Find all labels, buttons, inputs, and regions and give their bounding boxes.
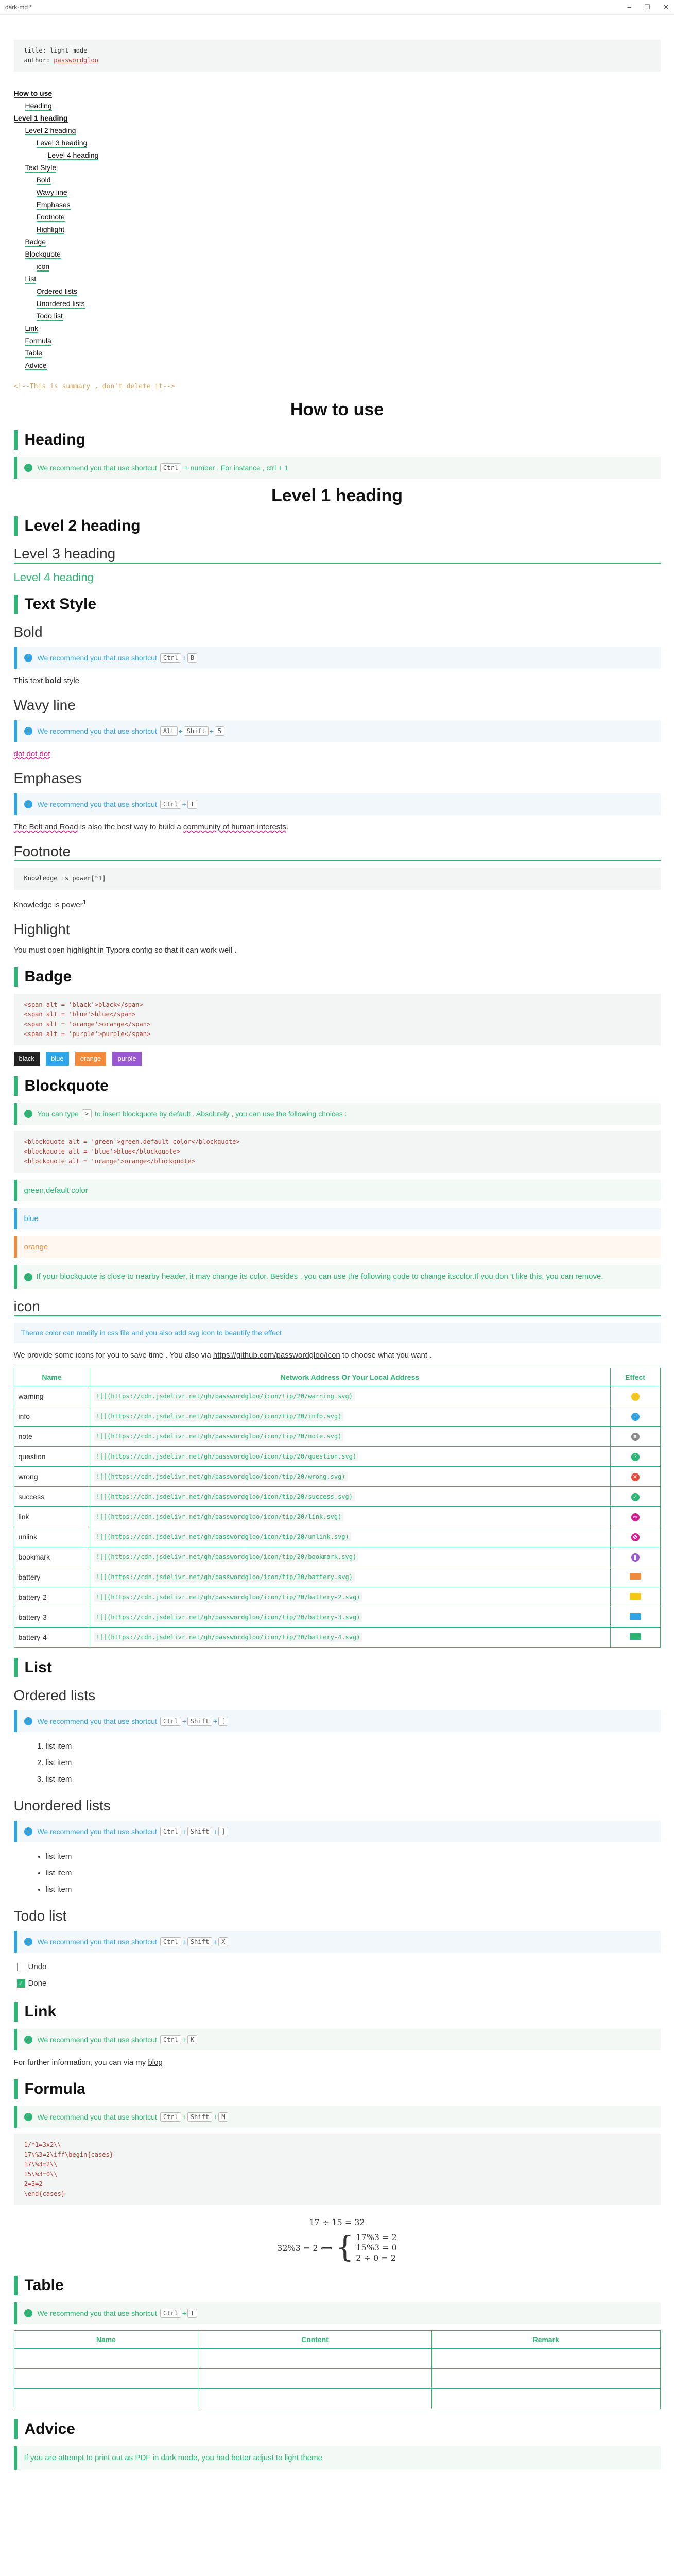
toc-item[interactable]: Level 1 heading	[13, 114, 68, 122]
advice-quote: If you are attempt to print out as PDF in dark mode, you had better adjust to light theme	[14, 2446, 661, 2470]
table-of-contents	[14, 87, 661, 371]
blockquote-orange: orange	[14, 1236, 661, 1258]
column-header: Name	[14, 1368, 90, 1386]
column-header: Effect	[610, 1368, 660, 1386]
info-icon: i	[24, 1717, 32, 1725]
icon-name: battery-4	[14, 1628, 90, 1648]
warning-icon: !	[631, 1393, 640, 1401]
info-icon: i	[24, 654, 32, 662]
battery-icon	[630, 1573, 641, 1580]
toc-item[interactable]: Badge	[25, 238, 46, 246]
icon-address: ![](https://cdn.jsdelivr.net/gh/passwordgloo/icon/tip/20/unlink.svg)	[94, 1532, 351, 1541]
icon-name: battery	[14, 1567, 90, 1587]
unordered-title: Unordered lists	[13, 1798, 111, 1814]
icon-address: ![](https://cdn.jsdelivr.net/gh/passwordgloo/icon/tip/20/warning.svg)	[94, 1392, 355, 1401]
toc-item[interactable]: Text Style	[25, 163, 57, 172]
emphases-title: Emphases	[13, 770, 82, 786]
shortcut-note: i We recommend you that use shortcut Ctrl + Shift + M	[14, 2106, 661, 2128]
icon-name: battery-3	[14, 1607, 90, 1628]
footnote-paragraph: Knowledge is power$^1$	[13, 899, 87, 909]
page-title: How to use	[290, 400, 384, 419]
formula-code[interactable]: 1/*1=3x2\\ 17\%3=2\iff\begin{cases} 17\%3=2\\ 15\%3=0\\ 2=3=2 \end{cases}	[14, 2134, 661, 2205]
toc-item[interactable]: Highlight	[36, 225, 64, 233]
info-icon: i	[24, 2309, 32, 2317]
column-header: Network Address Or Your Local Address	[90, 1368, 610, 1386]
icon-title: icon	[14, 1298, 661, 1316]
blockquote-blue: blue	[14, 1208, 661, 1229]
info-icon: i	[24, 1938, 32, 1946]
title-bar	[0, 0, 674, 15]
unlink-icon: ⊘	[631, 1533, 640, 1541]
todo-item[interactable]: Undo	[17, 1959, 661, 1975]
table-row[interactable]	[14, 2349, 660, 2369]
wavy-paragraph: dot dot dot	[13, 750, 50, 758]
badge-code[interactable]: <span alt = 'black'>black</span> <span alt = 'blue'>blue</span> <span alt = 'orange'>orange</span> <span alt = 'purple'>purple</span>	[14, 994, 661, 1045]
wrong-icon: ✕	[631, 1473, 640, 1481]
column-header: Content	[198, 2331, 432, 2349]
shortcut-note: i We recommend you that use shortcut Ctrl + number . For instance , ctrl + 1	[14, 457, 661, 479]
shortcut-note: i We recommend you that use shortcut Ctrl + Shift + [	[14, 1710, 661, 1732]
table-row[interactable]	[14, 1406, 660, 1427]
blockquote-title: Blockquote	[14, 1076, 661, 1096]
icon-address: ![](https://cdn.jsdelivr.net/gh/passwordgloo/icon/tip/20/battery.svg)	[94, 1572, 355, 1582]
icon-address: ![](https://cdn.jsdelivr.net/gh/passwordgloo/icon/tip/20/success.svg)	[94, 1492, 355, 1501]
toc-item[interactable]: Bold	[36, 176, 51, 184]
heading-section-title: Heading	[14, 430, 661, 450]
table-row[interactable]	[14, 1467, 660, 1487]
toc-item[interactable]: How to use	[13, 89, 53, 97]
list-title: List	[14, 1658, 661, 1677]
shortcut-note: i We recommend you that use shortcut Ctrl + T	[14, 2302, 661, 2324]
info-icon: i	[631, 1413, 640, 1421]
table-row[interactable]	[14, 1527, 660, 1547]
success-icon: ✓	[631, 1493, 640, 1501]
icon-name: warning	[14, 1386, 90, 1406]
blockquote-warning: i If your blockquote is close to nearby header, it may change its color. Besides , you can use the following code to change itscolor.If you don 't like this, you can remove.	[14, 1265, 661, 1289]
icon-address: ![](https://cdn.jsdelivr.net/gh/passwordgloo/icon/tip/20/bookmark.svg)	[94, 1552, 359, 1562]
bold-paragraph: This text bold style	[13, 676, 80, 685]
footnote-code[interactable]: Knowledge is power[^1]	[14, 868, 661, 890]
icon-name: info	[14, 1406, 90, 1427]
toc-item[interactable]: Ordered lists	[36, 287, 77, 295]
icon-address: ![](https://cdn.jsdelivr.net/gh/passwordgloo/icon/tip/20/link.svg)	[94, 1512, 344, 1521]
link-icon: ∞	[631, 1513, 640, 1521]
icon-repo-link[interactable]: https://github.com/passwordgloo/icon	[213, 1351, 340, 1360]
toc-item[interactable]: Emphases	[36, 200, 71, 209]
icon-name: battery-2	[14, 1587, 90, 1607]
column-header: Name	[14, 2331, 198, 2349]
icon-name: question	[14, 1447, 90, 1467]
info-icon: i	[24, 800, 32, 808]
icon-address: ![](https://cdn.jsdelivr.net/gh/passwordgloo/icon/tip/20/note.svg)	[94, 1432, 344, 1441]
link-paragraph: For further information, you can via my blog	[13, 2058, 163, 2067]
question-icon: ?	[631, 1453, 640, 1461]
icon-name: unlink	[14, 1527, 90, 1547]
textstyle-title: Text Style	[14, 595, 661, 614]
todo-title: Todo list	[13, 1908, 67, 1924]
table-row[interactable]	[14, 1607, 660, 1628]
toc-item[interactable]: Heading	[25, 101, 52, 110]
window-title: dark-md *	[5, 4, 32, 11]
table-row[interactable]	[14, 1567, 660, 1587]
blockquote-green: green,default color	[14, 1180, 661, 1201]
footnote-ref[interactable]: 1	[82, 899, 87, 906]
toc-item[interactable]: Wavy line	[36, 188, 67, 196]
bold-title: Bold	[13, 624, 43, 640]
level3-heading: Level 3 heading	[14, 545, 661, 564]
info-icon: i	[24, 1273, 32, 1281]
toc-item[interactable]: Level 3 heading	[36, 139, 88, 147]
checkbox[interactable]	[17, 1963, 25, 1971]
badge-row	[14, 1052, 661, 1066]
icon-name: wrong	[14, 1467, 90, 1487]
toc-item[interactable]: Link	[25, 324, 39, 332]
icon-note: Theme color can modify in css file and you also add svg icon to beautify the effect	[14, 1323, 661, 1343]
frontmatter-line: title: light mode	[24, 47, 88, 54]
blog-link[interactable]: blog	[148, 2058, 163, 2067]
badge-blue: blue	[46, 1052, 69, 1066]
toc-item[interactable]: Unordered lists	[36, 299, 85, 308]
shortcut-note: i We recommend you that use shortcut Ctrl + Shift + ]	[14, 1821, 661, 1842]
icon-address: ![](https://cdn.jsdelivr.net/gh/passwordgloo/icon/tip/20/wrong.svg)	[94, 1472, 348, 1481]
todo-list	[17, 1959, 661, 1992]
note-icon: ≡	[631, 1433, 640, 1441]
icon-address: ![](https://cdn.jsdelivr.net/gh/passwordgloo/icon/tip/20/battery-4.svg)	[94, 1633, 362, 1642]
table-row[interactable]	[14, 1487, 660, 1507]
list-item: 2. list item	[46, 1755, 661, 1771]
footnote-title: Footnote	[14, 843, 661, 861]
unordered-list	[25, 1849, 661, 1898]
list-item: • list item	[46, 1849, 661, 1865]
table-row[interactable]	[14, 2369, 660, 2389]
toc-item[interactable]: List	[25, 275, 37, 283]
toc-item[interactable]: Table	[25, 349, 42, 357]
info-icon: i	[24, 1827, 32, 1836]
info-icon: i	[24, 727, 32, 735]
info-icon: i	[24, 464, 32, 472]
level1-heading: Level 1 heading	[271, 486, 403, 505]
toc-item[interactable]: icon	[36, 262, 50, 270]
icon-address: ![](https://cdn.jsdelivr.net/gh/passwordgloo/icon/tip/20/battery-3.svg)	[94, 1613, 362, 1622]
link-title: Link	[14, 2002, 661, 2022]
icon-address: ![](https://cdn.jsdelivr.net/gh/passwordgloo/icon/tip/20/question.svg)	[94, 1452, 359, 1461]
toc-item[interactable]: Advice	[25, 361, 47, 369]
wavy-title: Wavy line	[13, 697, 76, 713]
emphases-paragraph: The Belt and Road is also the best way to build a community of human interests.	[13, 823, 289, 832]
formula-title: Formula	[14, 2079, 661, 2099]
shortcut-note: i We recommend you that use shortcut Ctrl + I	[14, 793, 661, 815]
advice-title: Advice	[14, 2419, 661, 2439]
battery-3-icon	[630, 1613, 641, 1620]
toc-item[interactable]: Level 4 heading	[47, 151, 99, 159]
table-row[interactable]	[14, 1386, 660, 1406]
icon-name: bookmark	[14, 1547, 90, 1567]
shortcut-note: i We recommend you that use shortcut Ctrl + Shift + X	[14, 1931, 661, 1953]
ordered-title: Ordered lists	[13, 1687, 96, 1703]
column-header: Remark	[431, 2331, 660, 2349]
shortcut-note: i We recommend you that use shortcut Ctrl + K	[14, 2029, 661, 2050]
todo-item[interactable]: ✓ Done	[17, 1975, 661, 1992]
close-icon[interactable]: ✕	[663, 3, 669, 11]
shortcut-note: i We recommend you that use shortcut Alt + Shift + 5	[14, 720, 661, 742]
info-icon: i	[24, 1110, 32, 1118]
list-item: 3. list item	[46, 1771, 661, 1788]
toc-item[interactable]: Todo list	[36, 312, 63, 320]
info-icon: i	[24, 2113, 32, 2121]
highlight-paragraph: You must open highlight in Typora config so that it can work well .	[13, 946, 237, 955]
table-row[interactable]	[14, 2389, 660, 2409]
ordered-list	[25, 1738, 661, 1788]
list-item: • list item	[46, 1882, 661, 1898]
battery-4-icon	[630, 1633, 641, 1640]
toc-item[interactable]: Blockquote	[25, 250, 61, 258]
table-row[interactable]	[14, 1587, 660, 1607]
icon-address: ![](https://cdn.jsdelivr.net/gh/passwordgloo/icon/tip/20/info.svg)	[94, 1412, 344, 1421]
level4-heading: Level 4 heading	[13, 571, 94, 584]
toc-item[interactable]: Footnote	[36, 213, 65, 221]
maximize-icon[interactable]: ☐	[644, 3, 650, 11]
table-title: Table	[14, 2276, 661, 2295]
formula-render: 17 ÷ 15 = 32 32%3 = 2 ⟺ { 17%3 = 2 15%3 = 0 2 ÷ 0 = 2	[277, 2217, 397, 2264]
badge-purple: purple	[112, 1052, 141, 1066]
badge-black: black	[14, 1052, 40, 1066]
table-row[interactable]	[14, 1447, 660, 1467]
badge-orange: orange	[75, 1052, 106, 1066]
frontmatter[interactable]	[14, 40, 661, 72]
document	[14, 15, 661, 2470]
level2-heading: Level 2 heading	[14, 516, 661, 536]
battery-2-icon	[630, 1593, 641, 1600]
icon-address: ![](https://cdn.jsdelivr.net/gh/passwordgloo/icon/tip/20/battery-2.svg)	[94, 1592, 362, 1602]
checkbox-checked[interactable]: ✓	[17, 1979, 25, 1988]
info-icon: i	[24, 2036, 32, 2044]
bookmark-icon: ▮	[631, 1553, 640, 1562]
icon-name: link	[14, 1507, 90, 1527]
blockquote-code[interactable]: <blockquote alt = 'green'>green,default color</blockquote> <blockquote alt = 'blue'>blue</blockquote> <blockquote alt = 'orange'>orange</blockquote>	[14, 1131, 661, 1173]
minimize-icon[interactable]: –	[627, 3, 631, 11]
table-row[interactable]	[14, 1628, 660, 1648]
table-row[interactable]	[14, 1427, 660, 1447]
list-item: • list item	[46, 1865, 661, 1882]
frontmatter-line: author: passwordgloo	[24, 57, 98, 64]
shortcut-note: i We recommend you that use shortcut Ctrl + B	[14, 647, 661, 669]
icon-table	[14, 1368, 661, 1648]
table-row[interactable]	[14, 1547, 660, 1567]
toc-item[interactable]: Formula	[25, 336, 51, 345]
list-item: 1. list item	[46, 1738, 661, 1755]
blank-table	[14, 2330, 661, 2409]
icon-name: success	[14, 1487, 90, 1507]
icon-name: note	[14, 1427, 90, 1447]
summary-comment: <!--This is summary , don't delete it-->	[13, 383, 175, 391]
toc-item[interactable]: Level 2 heading	[25, 126, 76, 134]
highlight-title: Highlight	[13, 921, 70, 937]
icon-paragraph: We provide some icons for you to save time . You also via https://github.com/passwordgloo/icon to choose what you want .	[13, 1351, 432, 1360]
table-row[interactable]	[14, 1507, 660, 1527]
shortcut-note: i You can type > to insert blockquote by default . Absolutely , you can use the following choices :	[14, 1103, 661, 1125]
badge-title: Badge	[14, 967, 661, 987]
